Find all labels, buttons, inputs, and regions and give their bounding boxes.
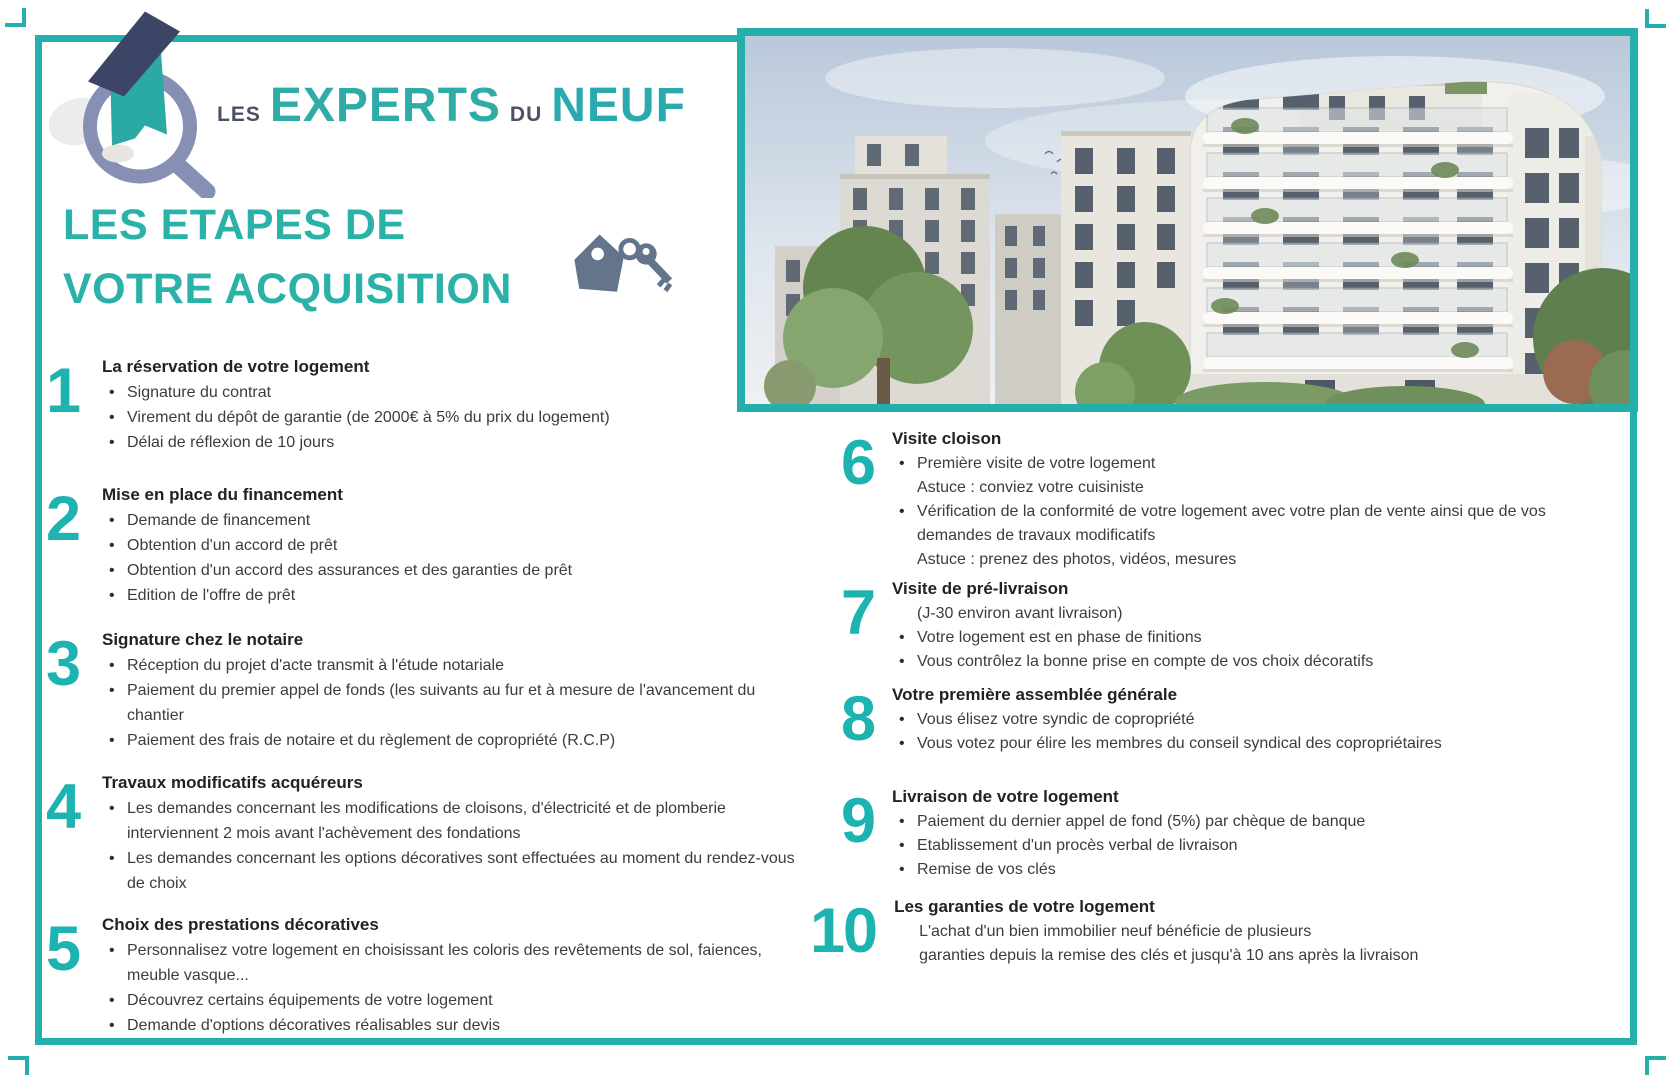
step-item: • Paiement du dernier appel de fond (5%) par chèque de banque [892, 810, 1582, 834]
house-keys-icon [557, 221, 677, 313]
step-item: • Personnalisez votre logement en choisissant les coloris des revêtements de sol, faiences, meuble vasque... [102, 938, 812, 988]
step-body [888, 426, 1582, 572]
step-item: • Virement du dépôt de garantie (de 2000€ à 5% du prix du logement) [102, 405, 812, 430]
step-items [102, 938, 812, 1038]
step-title: Visite cloison [892, 429, 1002, 448]
step-title: Mise en place du financement [102, 485, 343, 504]
step-body [888, 784, 1582, 882]
brand-les: LES [217, 103, 261, 126]
step-items [892, 810, 1582, 882]
step-7 [810, 576, 1582, 674]
step-title: Choix des prestations décoratives [102, 915, 379, 934]
step-item: Astuce : conviez votre cuisiniste [917, 479, 1144, 496]
step-title: Livraison de votre logement [892, 787, 1119, 806]
step-body [102, 482, 812, 608]
step-number: 7 [840, 578, 874, 648]
new-building-photo [737, 28, 1638, 412]
corner-mark-bottom-right [1645, 1056, 1666, 1075]
page-title-line1: LES ETAPES DE [63, 201, 406, 249]
step-item: • Les demandes concernant les options décoratives sont effectuées au moment du rendez-vous de choix [102, 846, 812, 896]
step-item: • Demande d'options décoratives réalisables sur devis [102, 1013, 812, 1038]
step-title: Votre première assemblée générale [892, 685, 1178, 704]
step-3 [46, 627, 812, 753]
step-item: • Paiement du premier appel de fonds (les suivants au fur et à mesure de l'avancement du chantier [102, 678, 812, 728]
corner-mark-bottom-left [8, 1056, 29, 1075]
step-number: 9 [840, 786, 874, 856]
step-item: • Paiement des frais de notaire et du règlement de copropriété (R.C.P) [102, 728, 812, 753]
step-items [102, 796, 812, 896]
step-item: • Réception du projet d'acte transmit à l'étude notariale [102, 653, 812, 678]
step-items [102, 380, 812, 455]
step-item: • Vous votez pour élire les membres du conseil syndical des copropriétaires [892, 732, 1582, 756]
step-2 [46, 482, 812, 608]
brand-neuf: NEUF [551, 79, 686, 132]
step-item: • Obtention d'un accord des assurances et des garanties de prêt [102, 558, 812, 583]
step-items [892, 602, 1582, 674]
step-item: Astuce : prenez des photos, vidéos, mesures [917, 551, 1237, 568]
step-item: • Votre logement est en phase de finitions [892, 626, 1582, 650]
step-8 [810, 682, 1582, 756]
step-item: • Délai de réflexion de 10 jours [102, 430, 812, 455]
step-number: 8 [840, 684, 874, 754]
step-item: • Demande de financement [102, 508, 812, 533]
step-item: L'achat d'un bien immobilier neuf bénéficie de plusieurs [919, 923, 1312, 940]
step-title: La réservation de votre logement [102, 357, 370, 376]
step-item: (J-30 environ avant livraison) [917, 605, 1123, 622]
step-items [892, 708, 1582, 756]
step-item: • Obtention d'un accord de prêt [102, 533, 812, 558]
step-number: 5 [46, 914, 80, 984]
step-items [102, 653, 812, 753]
steps-column-left [46, 354, 812, 1038]
steps-column-right [810, 426, 1582, 968]
step-items [892, 452, 1582, 572]
brand-experts: EXPERTS [269, 79, 501, 132]
step-number: 10 [810, 896, 877, 966]
step-body [102, 770, 812, 896]
brand-du: DU [509, 103, 543, 126]
step-number: 4 [46, 772, 80, 842]
brand-wordmark [217, 78, 686, 133]
step-10 [810, 894, 1582, 968]
step-6 [810, 426, 1582, 572]
step-item: • Découvrez certains équipements de votre logement [102, 988, 812, 1013]
step-item: • Remise de vos clés [892, 858, 1582, 882]
step-item: • Vous contrôlez la bonne prise en compte de vos choix décoratifs [892, 650, 1582, 674]
step-title: Les garanties de votre logement [894, 897, 1155, 916]
corner-mark-top-right [1645, 9, 1666, 28]
step-number: 2 [46, 484, 80, 554]
step-body [102, 627, 812, 753]
step-1 [46, 354, 812, 455]
step-body [888, 576, 1582, 674]
step-title: Travaux modificatifs acquéreurs [102, 773, 363, 792]
step-4 [46, 770, 812, 896]
step-items [102, 508, 812, 608]
step-body [890, 894, 1582, 968]
step-item: • Vérification de la conformité de votre logement avec votre plan de vente ainsi que de vos demandes de travaux modificatifs [892, 500, 1582, 548]
step-number: 3 [46, 629, 80, 699]
step-body [888, 682, 1582, 756]
step-item: • Les demandes concernant les modifications de cloisons, d'électricité et de plomberie interviennent 2 mois avant l'achèvement des fondations [102, 796, 812, 846]
corner-mark-top-left [5, 8, 26, 27]
step-5 [46, 912, 812, 1038]
step-item: garanties depuis la remise des clés et jusqu'à 10 ans après la livraison [919, 947, 1419, 964]
step-title: Visite de pré-livraison [892, 579, 1069, 598]
step-body [102, 912, 812, 1038]
step-items [894, 920, 1582, 968]
step-item: • Etablissement d'un procès verbal de livraison [892, 834, 1582, 858]
step-number: 6 [840, 428, 874, 498]
step-9 [810, 784, 1582, 882]
step-item: • Edition de l'offre de prêt [102, 583, 812, 608]
step-number: 1 [46, 356, 80, 426]
step-item: • Signature du contrat [102, 380, 812, 405]
house-magnifier-icon [48, 0, 223, 198]
page-title-line2: VOTRE ACQUISITION [63, 265, 512, 313]
step-title: Signature chez le notaire [102, 630, 304, 649]
page-title [63, 193, 512, 321]
step-item: • Première visite de votre logement [892, 452, 1582, 476]
step-item: • Vous élisez votre syndic de copropriété [892, 708, 1582, 732]
step-body [102, 354, 812, 455]
